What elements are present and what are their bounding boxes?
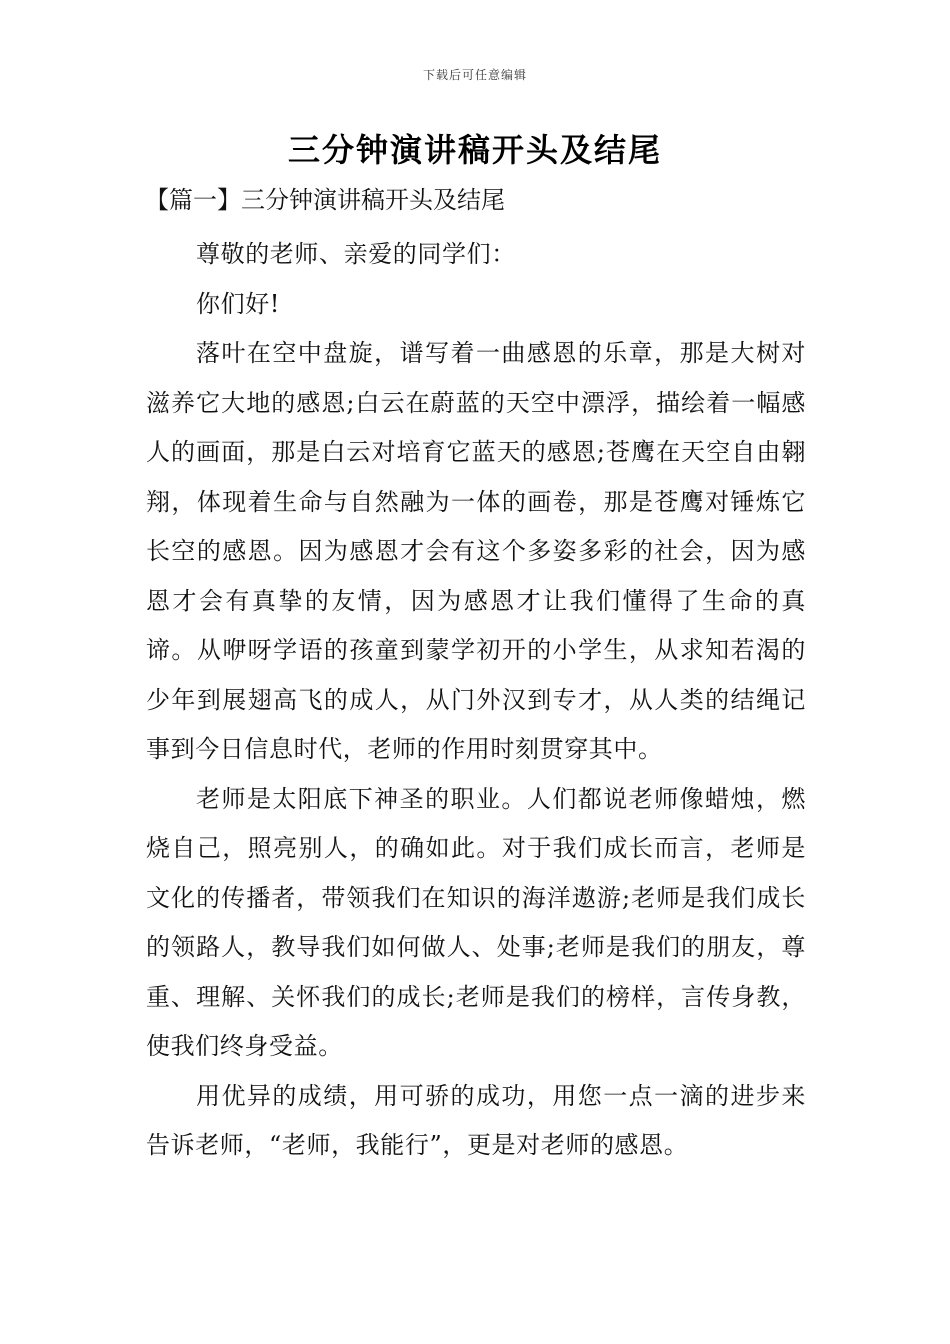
paragraph-achievement: 用优异的成绩，用可骄的成功，用您一点一滴的进步来告诉老师，“老师，我能行”，更是对老师的感恩。 <box>146 1081 806 1159</box>
document-title: 三分钟演讲稿开头及结尾 <box>287 131 662 169</box>
header-note: 下载后可任意编辑 <box>422 68 527 82</box>
paragraph-teacher-role: 老师是太阳底下神圣的职业。人们都说老师像蜡烛，燃烧自己，照亮别人，的确如此。对于我们成长而言，老师是文化的传播者，带领我们在知识的海洋遨游;老师是我们成长的领路人，教导我们如何做人、处事;老师是我们的朋友，尊重、理解、关怀我们的成长;老师是我们的榜样，言传身教，使我们终身受益。 <box>146 784 806 1060</box>
paragraph-gratitude-nature: 落叶在空中盘旋，谱写着一曲感恩的乐章，那是大树对滋养它大地的感恩;白云在蔚蓝的天空中漂浮，描绘着一幅感人的画面，那是白云对培育它蓝天的感恩;苍鹰在天空自由翱翔，体现着生命与自然融为一体的画卷，那是苍鹰对锤炼它长空的感恩。因为感恩才会有这个多姿多彩的社会，因为感恩才会有真挚的友情，因为感恩才让我们懂得了生命的真谛。从咿呀学语的孩童到蒙学初开的小学生，从求知若渴的少年到展翅高飞的成人，从门外汉到专才，从人类的结绳记事到今日信息时代，老师的作用时刻贯穿其中。 <box>146 339 806 763</box>
paragraph-greeting: 尊敬的老师、亲爱的同学们： <box>196 240 516 268</box>
document-body <box>146 230 806 1171</box>
section-heading: 【篇一】三分钟演讲稿开头及结尾 <box>145 186 505 214</box>
paragraph-hello: 你们好! <box>196 289 281 318</box>
